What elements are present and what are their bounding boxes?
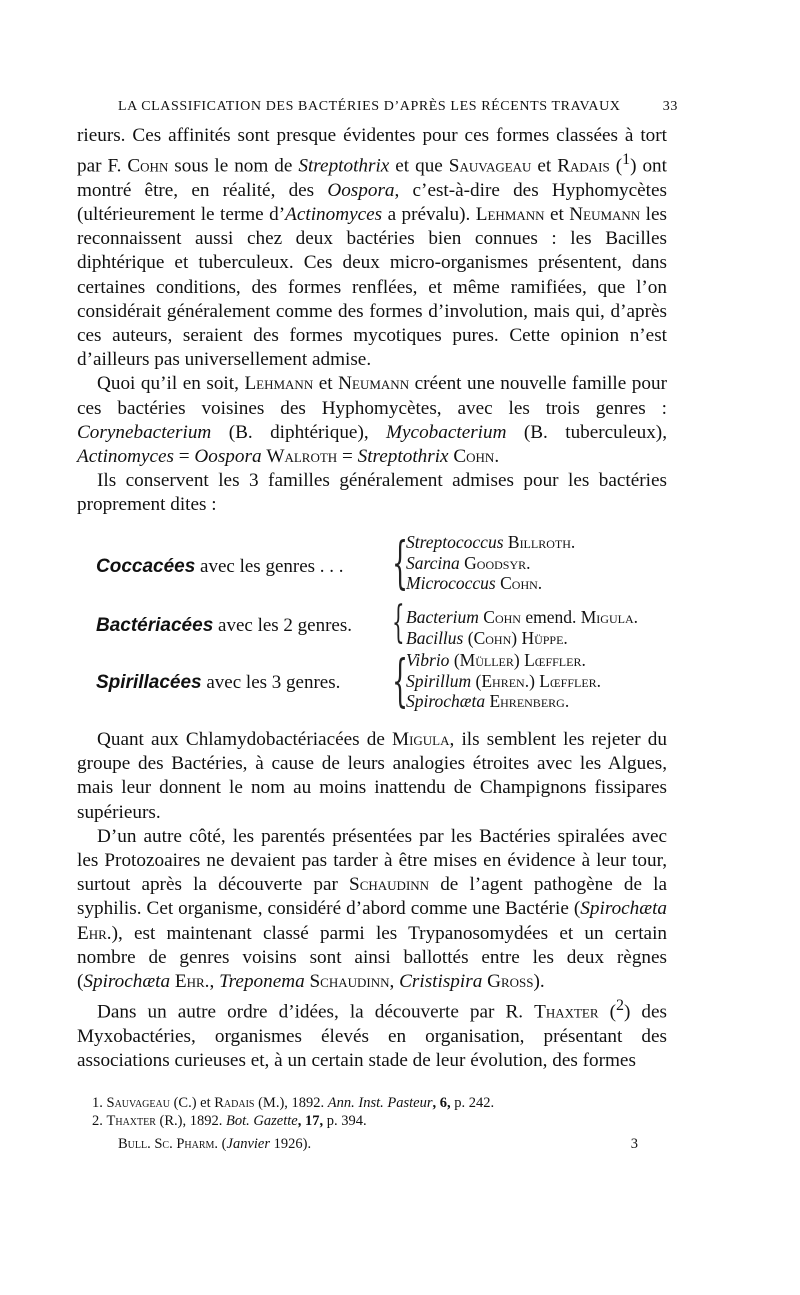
text: ) bbox=[529, 670, 540, 691]
genus-name: Mycobacterium bbox=[386, 421, 507, 443]
text: a prévalu). bbox=[382, 204, 476, 225]
text: . bbox=[596, 670, 602, 691]
genus-name: Actinomyces bbox=[285, 204, 383, 225]
text: p. 394. bbox=[323, 1113, 367, 1129]
genus-name: Spirochæta bbox=[83, 971, 171, 993]
author-name: Lœffler bbox=[539, 670, 597, 691]
text: ), est maintenant classé parmi les Trypanosomydées et un certain nombre de genres voisins sont ainsi ballottés entre les deux règnes ( bbox=[77, 922, 667, 993]
family-label bbox=[96, 672, 396, 694]
paragraph-1 bbox=[77, 124, 667, 372]
genus-line bbox=[406, 671, 706, 692]
family-name: Spirillacées bbox=[96, 672, 202, 693]
author-name: Migula bbox=[392, 729, 450, 750]
text: (M.), 1892. bbox=[254, 1095, 328, 1111]
text: ) des Myxobactéries, organismes élevés en organisation, présentant des associations curieuses et, à un certain stade de leur évolution, des formes bbox=[77, 1001, 668, 1072]
genera-list bbox=[406, 532, 706, 594]
text: ). bbox=[533, 971, 545, 993]
genus-name: Vibrio bbox=[406, 650, 450, 670]
family-spirillacees bbox=[96, 650, 686, 720]
running-head-title: LA CLASSIFICATION DES BACTÉRIES D’APRÈS LES RÉCENTS TRAVAUX bbox=[118, 99, 621, 114]
text: et que bbox=[389, 155, 449, 177]
author-name: Cohn. bbox=[495, 573, 543, 593]
family-name: Bactériacées bbox=[96, 615, 214, 636]
text: Dans un autre ordre d’idées, la découverte par R. bbox=[97, 1001, 535, 1023]
author-name: Thaxter bbox=[534, 1001, 599, 1023]
paragraph-3 bbox=[77, 469, 667, 517]
genus-line bbox=[406, 607, 706, 628]
family-suffix: avec les 2 genres. bbox=[213, 615, 353, 636]
genus-name: Spirochæta bbox=[406, 691, 486, 711]
genus-line bbox=[406, 691, 706, 712]
author-name: Schaudinn bbox=[309, 971, 390, 993]
text: , bbox=[389, 971, 400, 993]
author-name: Lœffler bbox=[524, 650, 582, 670]
volume: , 17, bbox=[297, 1113, 324, 1129]
text: emend. bbox=[520, 607, 581, 627]
footnote-ref-1: 1 bbox=[622, 151, 631, 169]
text: = bbox=[337, 446, 358, 468]
brace-icon: { bbox=[392, 597, 405, 648]
text: (B. diphtérique), bbox=[211, 421, 387, 443]
text: ( bbox=[609, 155, 623, 177]
genus-name: Actinomyces bbox=[77, 446, 174, 468]
author-name: Sauvageau bbox=[448, 155, 532, 177]
family-suffix: avec les 3 genres. bbox=[201, 672, 341, 693]
text: , bbox=[209, 971, 220, 993]
author-name: Lehmann bbox=[475, 204, 545, 225]
genus-name: Micrococcus bbox=[406, 573, 496, 593]
family-coccacees bbox=[96, 532, 686, 602]
text: , c’est-à-dire des Hyphomycètes (ultérieurement le terme d’ bbox=[77, 179, 667, 225]
genus-name: Corynebacterium bbox=[77, 421, 212, 443]
text: ( bbox=[218, 1136, 227, 1152]
brace-icon: { bbox=[392, 531, 409, 596]
text: (B. tuberculeux), bbox=[506, 421, 667, 443]
text: (R.), 1892. bbox=[155, 1113, 227, 1129]
text: et bbox=[544, 204, 570, 225]
brace-icon: { bbox=[392, 649, 409, 714]
text: créent une nouvelle famille pour ces bactéries voisines des Hyphomycètes, avec les trois genres : bbox=[77, 373, 667, 419]
issue-month: Janvier bbox=[226, 1136, 270, 1152]
author-name: Cohn bbox=[127, 155, 169, 177]
author-name: Gross bbox=[487, 971, 534, 993]
text: 1926). bbox=[270, 1136, 312, 1152]
text: rieurs. Ces affinités sont presque évidentes pour ces formes classées à tort par F. bbox=[77, 125, 667, 177]
author-name: Ehr. bbox=[77, 922, 112, 944]
text: . bbox=[564, 691, 570, 711]
footnotes bbox=[92, 1094, 652, 1130]
genus-line bbox=[406, 628, 706, 649]
signature-mark: 3 bbox=[630, 1136, 638, 1152]
author-name: Radais bbox=[557, 155, 610, 177]
family-suffix: avec les genres . . . bbox=[195, 556, 344, 577]
genus-line bbox=[406, 532, 706, 553]
genus-name: Oospora bbox=[194, 446, 262, 468]
footnote-1 bbox=[92, 1094, 652, 1112]
genus-name: Oospora bbox=[327, 179, 395, 201]
author-name: Walroth bbox=[266, 446, 338, 468]
text: et bbox=[531, 155, 558, 177]
author-name: Sauvageau bbox=[106, 1095, 170, 1111]
paragraph-5 bbox=[77, 825, 667, 994]
author-name: Cohn bbox=[453, 446, 495, 468]
text: ( bbox=[463, 627, 474, 648]
genera-list bbox=[406, 650, 706, 712]
genus-name: Streptothrix bbox=[357, 446, 449, 468]
text: ) bbox=[513, 650, 525, 670]
text: . bbox=[581, 650, 586, 670]
family-label bbox=[96, 556, 396, 578]
author-name: Cohn bbox=[473, 627, 512, 648]
paragraph-2 bbox=[77, 372, 667, 469]
footnote-number: 1. bbox=[92, 1095, 103, 1111]
footnote-2 bbox=[92, 1112, 652, 1130]
page-number: 33 bbox=[662, 99, 678, 114]
genus-name: Bacterium bbox=[406, 607, 479, 627]
text: (C.) et bbox=[169, 1095, 215, 1111]
text: . bbox=[494, 446, 500, 468]
footnote-ref-2: 2 bbox=[616, 997, 624, 1015]
journal-name: Bot. Gazette bbox=[226, 1113, 298, 1129]
genus-line bbox=[406, 650, 706, 671]
running-head bbox=[118, 99, 678, 115]
author-name: Schaudinn bbox=[349, 874, 430, 896]
text: ( bbox=[449, 650, 460, 670]
footnote-number: 2. bbox=[92, 1113, 103, 1129]
author-name: Neumann bbox=[338, 373, 410, 395]
author-name: Thaxter bbox=[106, 1113, 156, 1129]
text: D’un autre côté, les parentés présentées par les Bactéries spiralées avec les Protozoaires ne devaient pas tarder à être mises en évidence à leur tour, surtout après la découverte par bbox=[77, 825, 667, 896]
author-name: Neumann bbox=[569, 204, 641, 225]
body-text bbox=[77, 124, 667, 518]
text: Quant aux Chlamydobactériacées de bbox=[97, 729, 393, 750]
genus-name: Spirochæta bbox=[580, 898, 667, 920]
paragraph-6 bbox=[77, 994, 667, 1073]
author-name: Hüppe bbox=[521, 627, 564, 648]
text: Quoi qu’il en soit, bbox=[97, 373, 245, 395]
author-name: Goodsyr. bbox=[459, 552, 531, 573]
text: Ils conservent les 3 familles généralement admises pour les bactéries proprement dites : bbox=[77, 470, 667, 516]
journal-name: Ann. Inst. Pasteur bbox=[327, 1095, 433, 1111]
text: de l’agent pathogène de la syphilis. Cet organisme, considéré d’abord comme une Bactérie ( bbox=[77, 874, 667, 920]
genus-name: Sarcina bbox=[406, 552, 460, 573]
family-name: Coccacées bbox=[96, 556, 196, 577]
text: p. 242. bbox=[450, 1095, 495, 1111]
text: . bbox=[633, 607, 638, 627]
author-name: Ehr. bbox=[174, 971, 210, 993]
genus-line bbox=[406, 573, 706, 594]
text: ( bbox=[598, 1001, 616, 1023]
genus-name: Cristispira bbox=[399, 971, 483, 993]
author-name: Lehmann bbox=[244, 373, 314, 395]
genus-name: Bacillus bbox=[406, 627, 464, 648]
volume: , 6, bbox=[432, 1095, 451, 1111]
author-name: Ehren. bbox=[481, 670, 530, 691]
text: et bbox=[313, 373, 339, 395]
text: sous le nom de bbox=[168, 155, 299, 177]
genus-name: Streptococcus bbox=[406, 532, 504, 552]
text: . bbox=[563, 627, 568, 648]
text: les reconnaissent aussi chez deux bactéries bien connues : les Bacilles diphtérique et tuberculeux. Ces deux micro-organismes présentent, dans certaines conditions, des formes renflées, et même ramifiées, que l’on considérait généralement comme des formes d’involution, mais qui, d’après ces auteurs, seraient des formes mycotiques pures. Cette opinion n’est d’ailleurs pas universellement admise. bbox=[77, 204, 667, 371]
genus-name: Treponema bbox=[219, 971, 305, 993]
body-text-continued bbox=[77, 728, 667, 1073]
genus-name: Spirillum bbox=[406, 670, 472, 691]
author-name: Cohn bbox=[478, 607, 521, 627]
author-name: Ehrenberg bbox=[489, 691, 565, 711]
genus-name: Streptothrix bbox=[298, 155, 390, 177]
paragraph-4 bbox=[77, 728, 667, 825]
text: , ils semblent les rejeter du groupe des Bactéries, à cause de leurs analogies étroites avec les Algues, mais leur donnent le nom au moins inattendu de Champignons fissipares supérieurs. bbox=[77, 729, 667, 823]
family-label bbox=[96, 615, 396, 637]
text: ) bbox=[511, 627, 522, 648]
author-name: Müller bbox=[459, 650, 514, 670]
text: ( bbox=[471, 670, 482, 691]
text: ) ont montré être, en réalité, des bbox=[77, 155, 667, 201]
journal-abbrev: Bull. Sc. Pharm. bbox=[118, 1136, 219, 1152]
author-name: Billroth. bbox=[503, 532, 576, 552]
author-name: Radais bbox=[214, 1095, 255, 1111]
genera-list bbox=[406, 607, 706, 648]
text: = bbox=[173, 446, 195, 468]
colophon bbox=[118, 1136, 638, 1153]
author-name: Migula bbox=[580, 607, 634, 627]
genus-line bbox=[406, 553, 706, 574]
